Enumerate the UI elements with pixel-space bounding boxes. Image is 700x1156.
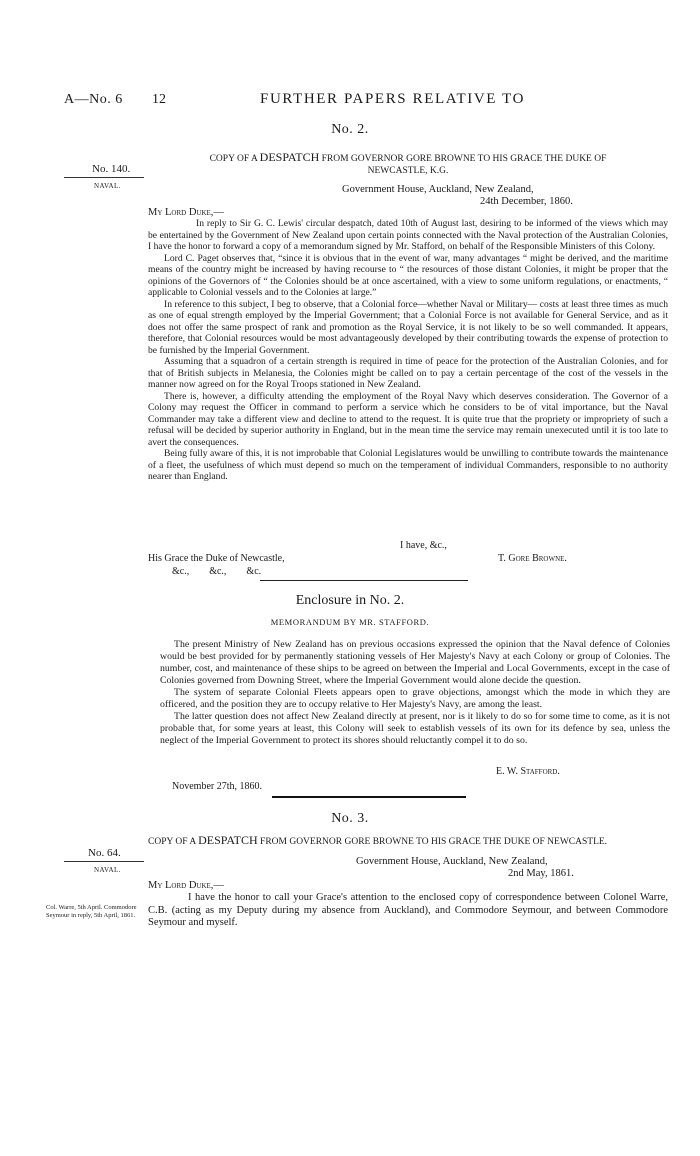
signature-browne: T. Gore Browne. (498, 553, 567, 564)
side-note: Col. Warre, 5th April. Commodore Seymour in reply, 5th April, 1861. (46, 904, 137, 919)
despatch-route: FROM GOVERNOR GORE BROWNE TO HIS GRACE THE DUKE OF (321, 154, 607, 164)
signature-stafford: E. W. Stafford. (496, 766, 560, 777)
paragraph: In reference to this subject, I beg to observe, that a Colonial force—whether Naval or Military— costs at least three times as much as one of equal strength employed by the Imperial Government; that a Colonial Force is not available for General Service, and as it does not offer the same prospect of rank and promotion as the Royal Service, it is not likely to be so well commanded. It appears, therefore, that Colonial resources would be most advantageously developed by their contributing towards the expense of protection to be furnished by the Imperial Government. (148, 298, 668, 356)
despatch-body (148, 218, 668, 483)
paragraph: Assuming that a squadron of a certain strength is required in time of peace for the protection of the Australian Colonies, and for that of British subjects in Melanesia, the Colonies might be called on to pay a certain percentage of the cost of the vessels in the manner now agreed on for the Royal Troops stationed in New Zealand. (148, 356, 668, 390)
despatch-word: DESPATCH (198, 833, 258, 847)
margin-naval-label: NAVAL. (94, 866, 121, 874)
etc-line: &c., &c., &c. (172, 566, 262, 577)
paragraph: The latter question does not affect New Zealand directly at present, nor is it likely to do so for some time to come, as it is not probable that, for some years at least, this Colony will seek to establish vessels of its own for its defence by sea, unless the neglect of the Imperial Government to protect its shores should reluctantly compel it to do so. (160, 711, 670, 746)
margin-rule (64, 177, 144, 178)
despatch-prefix: COPY OF A (148, 837, 196, 847)
despatch-heading (148, 151, 668, 177)
section-heading-no3: No. 3. (331, 811, 369, 826)
margin-rule (64, 861, 144, 862)
margin-despatch-number: No. 140. (92, 163, 131, 175)
section-heading-no2: No. 2. (331, 122, 369, 137)
paragraph: I have the honor to call your Grace's attention to the enclosed copy of correspondence between Colonel Warre, C.B. (acting as my Deputy during my absence from Auckland), and Commodore Seymour, and between Commodore Seymour and myself. (148, 892, 668, 928)
salutation: My Lord Duke,— (148, 207, 224, 218)
divider-thick (272, 796, 466, 798)
page-title: FURTHER PAPERS RELATIVE TO (260, 91, 526, 107)
despatch-word: DESPATCH (259, 150, 320, 164)
despatch-route: FROM GOVERNOR GORE BROWNE TO HIS GRACE THE DUKE OF NEWCASTLE. (260, 837, 608, 847)
paragraph: There is, however, a difficulty attending the employment of the Royal Navy which deserves consideration. The Governor of a Colony may request the Officer in command to perform a service which he considers to be of vital importance, but the Naval Commander may take a different view and decline to attend to the request. It is quite true that the propriety or impropriety of such a refusal will be decided by superior authority in England, but in the mean time the service may remain unexecuted until it is too late to avert the consequences. (148, 390, 668, 448)
margin-despatch-number: No. 64. (88, 847, 121, 859)
despatch-date: 2nd May, 1861. (508, 868, 574, 879)
paragraph: The present Ministry of New Zealand has on previous occasions expressed the opinion that the Naval defence of Colonies would be best provided for by permanently stationing vessels of Her Majesty's Navy at each Colony or group of Colonies. The number, cost, and maintenance of these ships to be agreed on between the Imperial and Local Governments, except in the case of Colonies governed from Downing Street, where the Imperial Government would alone decide the question. (160, 639, 670, 686)
memo-date: November 27th, 1860. (172, 781, 262, 792)
margin-naval-label: NAVAL. (94, 182, 121, 190)
despatch-recipient: NEWCASTLE, K.G. (367, 166, 449, 176)
paragraph: The system of separate Colonial Fleets appears open to grave objections, amongst which the mode in which they are officered, and the position they are to occupy relative to Her Majesty's Navy, are among the least. (160, 687, 670, 710)
series-number: A—No. 6 (64, 92, 123, 107)
salutation: My Lord Duke,— (148, 880, 224, 891)
memo-body (160, 639, 670, 747)
enclosure-title: Enclosure in No. 2. (295, 593, 405, 608)
despatch-prefix: COPY OF A (209, 154, 258, 164)
addressee: His Grace the Duke of Newcastle, (148, 553, 285, 564)
divider (260, 580, 468, 581)
despatch-location: Government House, Auckland, New Zealand, (356, 856, 548, 867)
page-number: 12 (152, 92, 166, 107)
paragraph: Being fully aware of this, it is not improbable that Colonial Legislatures would be unwilling to contribute towards the maintenance of a fleet, the usefulness of which must depend so much on the temperament of individual Commanders, responsible to no authority nearer than England. (148, 448, 668, 482)
memo-heading: MEMORANDUM BY MR. STAFFORD. (270, 617, 430, 627)
paragraph: Lord C. Paget observes that, “since it is obvious that in the event of war, many advantages “ might be derived, and the maritime means of the country might be increased by having recourse to “ the resources of those distant Colonies, it might be proper that the opinions of the Governors of “ the Colonies should be at once ascertained, with a view to some uniform regulations, or enactments, “ applicable to Colonial vessels and to the Colonies at large.” (148, 252, 668, 298)
paragraph: In reply to Sir G. C. Lewis' circular despatch, dated 10th of August last, desiring to be informed of the views which may be entertained by the Government of New Zealand upon certain points connected with the Naval protection of the Australian Colonies, I have the honor to forward a copy of a memorandum signed by Mr. Stafford, on behalf of the Responsible Ministers of this Colony. (148, 218, 668, 252)
despatch-heading (148, 834, 668, 848)
closing: I have, &c., (400, 540, 447, 551)
despatch-body (148, 892, 668, 930)
despatch-date: 24th December, 1860. (480, 196, 573, 207)
despatch-location: Government House, Auckland, New Zealand, (342, 184, 534, 195)
